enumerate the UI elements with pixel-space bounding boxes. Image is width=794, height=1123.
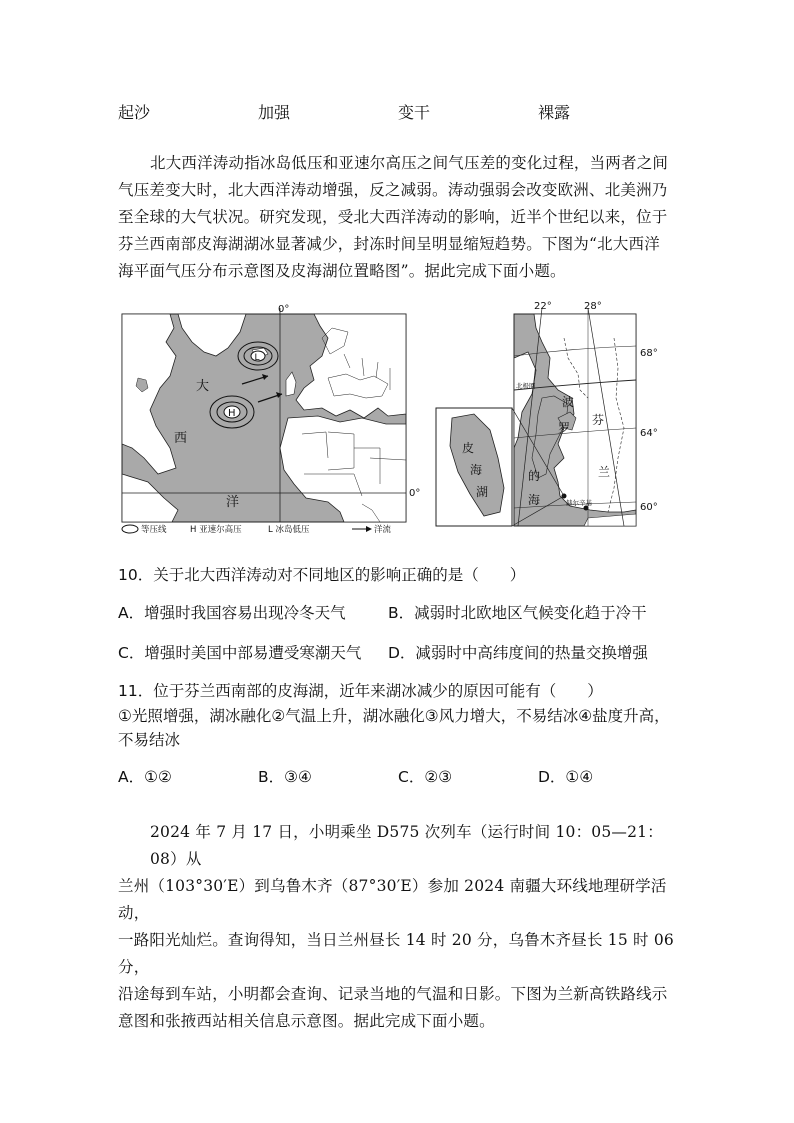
ocean-char: 洋 (226, 495, 240, 510)
country-char: 兰 (598, 465, 611, 479)
passage-line: 气压差变大时，北大西洋涛动增强，反之减弱。涛动强弱会改变欧洲、北美洲乃 (118, 181, 668, 199)
isobar-legend-icon (122, 525, 138, 533)
question-10-stem: 10．关于北大西洋涛动对不同地区的影响正确的是（ ） (118, 566, 526, 584)
question-11-stem: 11．位于芬兰西南部的皮海湖，近年来湖冰减少的原因可能有（ ） (118, 682, 603, 700)
lake-char: 海 (470, 463, 483, 477)
lat-label-64: 64° (640, 428, 658, 439)
ocean-char: 大 (196, 379, 210, 394)
country-char: 芬 (592, 413, 605, 427)
question-11-items: ①光照增强，湖冰融化②气温上升，湖冰融化③风力增大，不易结冰④盐度升高， (118, 707, 670, 725)
passage-line: 意图和张掖西站相关信息示意图。据此完成下面小题。 (118, 1012, 495, 1030)
lon-label-0: 0° (278, 304, 290, 315)
figure-maps (118, 298, 658, 536)
legend-current: 洋流 (374, 525, 392, 535)
passage-train-trip (118, 819, 678, 1035)
passage-line: 2024 年 7 月 17 日，小明乘坐 D575 次列车（运行时间 10：05—21：08）从 (150, 823, 663, 868)
option-1: 起沙 (118, 103, 151, 122)
q10-option-c[interactable]: C．增强时美国中部易遭受寒潮天气 (118, 644, 362, 662)
passage-line: 兰州（103°30′E）到乌鲁木齐（87°30′E）参加 2024 南疆大环线地理研学活动， (118, 877, 667, 922)
passage-line: 至全球的大气状况。研究发现，受北大西洋涛动的影响，近半个世纪以来，位于 (118, 208, 668, 226)
q11-option-d[interactable]: D．①④ (538, 768, 594, 786)
q11-option-a[interactable]: A．①② (118, 768, 172, 786)
passage-line: 沿途每到车站，小明都会查询、记录当地的气温和日影。下图为兰新高铁路线示 (118, 985, 668, 1003)
passage-nao (118, 150, 678, 285)
passage-line: 北大西洋涛动指冰岛低压和亚速尔高压之间气压差的变化过程，当两者之间 (150, 154, 669, 172)
lake-char: 皮 (462, 441, 475, 455)
city-label: 赫尔辛基 (566, 499, 592, 507)
lake-char: 湖 (476, 485, 489, 499)
legend-low: L 冰岛低压 (268, 525, 310, 535)
question-11-items-cont: 不易结冰 (118, 731, 181, 749)
arctic-circle-label: 北极圈 (516, 382, 536, 390)
lat-label-68: 68° (640, 348, 658, 359)
option-2: 加强 (258, 103, 291, 122)
q10-option-b[interactable]: B．减弱时北欧地区气候变化趋于冷干 (388, 604, 647, 622)
legend-isobar: 等压线 (141, 525, 167, 535)
sea-char: 的 (528, 469, 541, 483)
option-3: 变干 (398, 103, 431, 122)
sea-char: 海 (528, 493, 541, 507)
lat-label-60: 60° (640, 502, 658, 513)
pihai-lake-location-map (512, 301, 658, 526)
q10-option-d[interactable]: D．减弱时中高纬度间的热量交换增强 (388, 644, 648, 662)
sea-char: 波 (562, 395, 575, 409)
passage-line: 芬兰西南部皮海湖湖冰显著减少，封冻时间呈明显缩短趋势。下图为“北大西洋 (118, 235, 660, 253)
lat-label-0: 0° (409, 488, 421, 499)
pihai-lake-inset (436, 408, 512, 526)
lon-label-28: 28° (584, 301, 602, 312)
q10-option-a[interactable]: A．增强时我国容易出现冷冬天气 (118, 604, 346, 622)
q11-option-b[interactable]: B．③④ (258, 768, 312, 786)
sea-char: 罗 (558, 421, 571, 435)
q11-option-c[interactable]: C．②③ (398, 768, 453, 786)
ocean-char: 西 (174, 431, 188, 446)
north-atlantic-pressure-map (122, 304, 420, 535)
high-label: H (228, 408, 236, 419)
passage-line: 海平面气压分布示意图及皮海湖位置略图”。据此完成下面小题。 (118, 262, 566, 280)
low-label: L (254, 353, 260, 363)
legend-high: H 亚速尔高压 (190, 525, 242, 535)
passage-line: 一路阳光灿烂。查询得知，当日兰州昼长 14 时 20 分，乌鲁木齐昼长 15 时 06 分， (118, 931, 674, 976)
lon-label-22: 22° (534, 301, 552, 312)
option-4: 裸露 (538, 103, 571, 122)
